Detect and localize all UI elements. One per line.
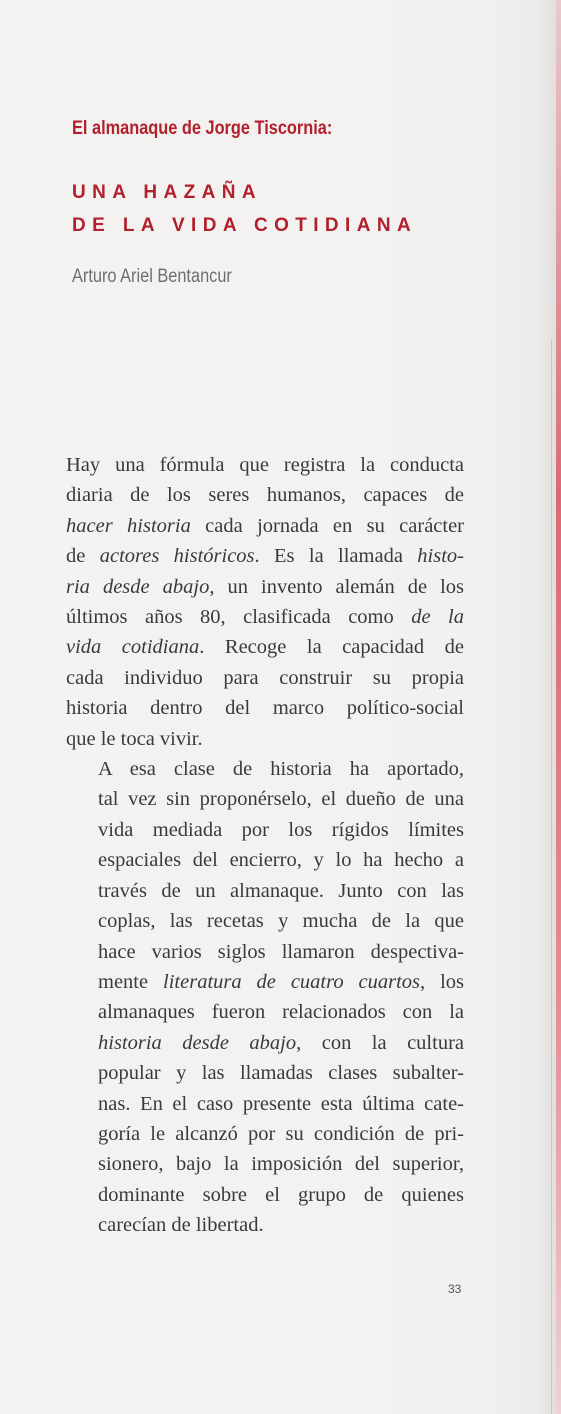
text-line: historia desde abajo, con la cultura [98, 1031, 464, 1054]
text-line: vida cotidiana. Recoge la capacidad de [66, 636, 464, 659]
text-line: que le toca vivir. [66, 727, 203, 750]
page-number: 33 [448, 1282, 462, 1296]
text-line: ria desde abajo, un invento alemán de los [66, 575, 465, 598]
text-line: goría le alcanzó por su condición de pri- [98, 1122, 464, 1145]
text-line: popular y las llamadas clases subalter- [98, 1062, 464, 1085]
paragraph-1 [66, 450, 464, 754]
article-body [66, 450, 464, 1241]
text-line: carecían de libertad. [98, 1214, 264, 1237]
text-line: de actores históricos. Es la llamada histo- [66, 545, 464, 568]
text-line: A esa clase de historia ha aportado, [98, 758, 464, 781]
text-line: través de un almanaque. Junto con las [98, 879, 464, 902]
text-line: hacer historia cada jornada en su carácter [66, 514, 465, 537]
text-line: sionero, bajo la imposición del superior, [98, 1153, 464, 1176]
article-kicker: El almanaque de Jorge Tiscornia: [72, 118, 333, 139]
text-line: hace varios siglos llamaron despectiva- [98, 940, 464, 963]
text-line: vida mediada por los rígidos límites [98, 818, 464, 841]
text-line: últimos años 80, clasificada como de la [66, 606, 464, 629]
text-line: espaciales del encierro, y lo ha hecho a [98, 849, 464, 872]
title-line-1: UNA HAZAÑA [72, 182, 262, 203]
page-edge-line [551, 340, 552, 1414]
article-author: Arturo Ariel Bentancur [72, 266, 232, 287]
text-line: historia dentro del marco político-social [66, 697, 464, 720]
text-line: nas. En el caso presente esta última cate- [98, 1092, 464, 1115]
text-line: dominante sobre el grupo de quienes [98, 1183, 464, 1206]
article-title [72, 176, 417, 242]
text-line: cada individuo para construir su propia [66, 666, 464, 689]
text-line: tal vez sin proponérselo, el dueño de una [98, 788, 464, 811]
paragraph-2 [66, 754, 464, 1241]
text-line: almanaques fueron relacionados con la [98, 1001, 464, 1024]
text-line: diaria de los seres humanos, capaces de [66, 484, 464, 507]
text-line: coplas, las recetas y mucha de la que [98, 910, 464, 933]
page-edge-red [556, 0, 561, 1414]
text-line: mente literatura de cuatro cuartos, los [98, 970, 464, 993]
title-line-2: DE LA VIDA COTIDIANA [72, 215, 418, 236]
text-line: Hay una fórmula que registra la conducta [66, 454, 464, 476]
